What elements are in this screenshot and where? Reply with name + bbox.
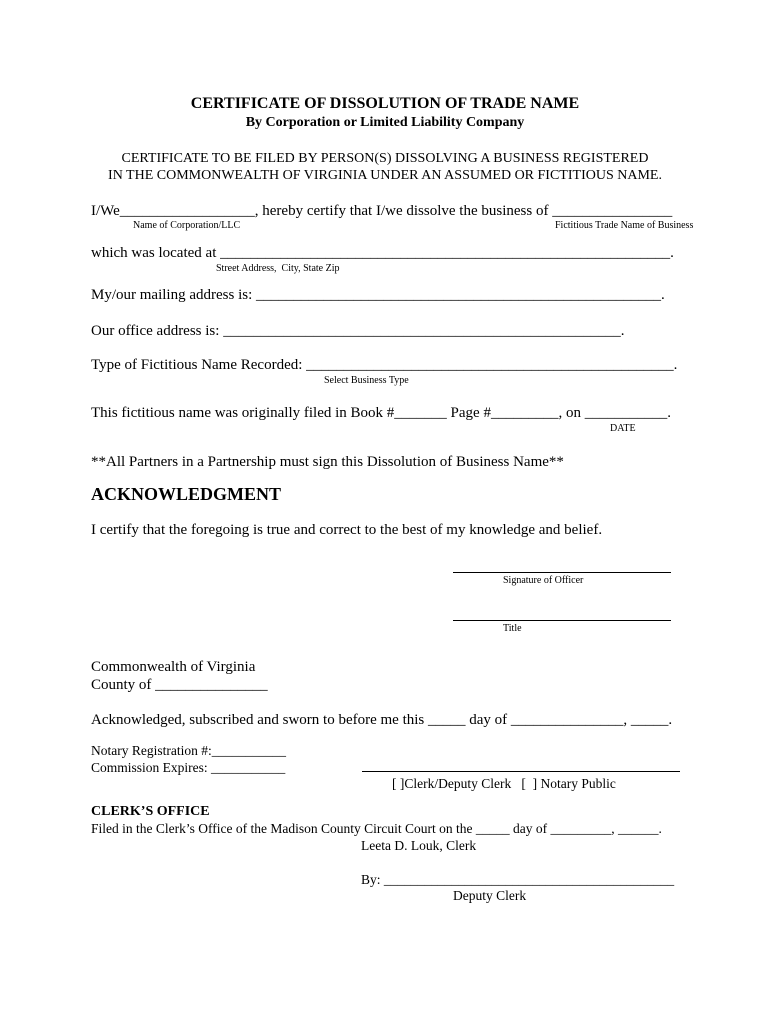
document-subtitle: By Corporation or Limited Liability Company (245, 115, 525, 130)
trade-name-caption: Fictitious Trade Name of Business (555, 220, 694, 231)
commission-expires-line[interactable]: Commission Expires: ___________ (91, 760, 286, 775)
instruction-line-2: IN THE COMMONWEALTH OF VIRGINIA UNDER AN ASSUMED OR FICTITIOUS NAME. (108, 168, 662, 183)
location-line[interactable]: which was located at ____________________________________________________________. (91, 245, 674, 261)
officer-title-caption: Title (503, 623, 522, 634)
partners-note: **All Partners in a Partnership must sign this Dissolution of Business Name** (91, 454, 564, 470)
document-title: CERTIFICATE OF DISSOLUTION OF TRADE NAME (190, 95, 580, 112)
clerk-notary-role-options[interactable]: [ ]Clerk/Deputy Clerk [ ] Notary Public (392, 776, 616, 791)
deputy-clerk-caption: Deputy Clerk (453, 888, 527, 903)
instruction-line-1: CERTIFICATE TO BE FILED BY PERSON(S) DISSOLVING A BUSINESS REGISTERED (121, 151, 649, 166)
office-address-line[interactable]: Our office address is: _____________________________________________________. (91, 323, 625, 339)
original-filing-line[interactable]: This fictitious name was originally filed in Book #_______ Page #_________, on ___________. (91, 405, 671, 421)
deputy-signature-line[interactable]: By: ___________________________________________ (361, 872, 675, 887)
corporation-name-caption: Name of Corporation/LLC (133, 220, 241, 231)
iwe-dissolve-line[interactable]: I/We__________________, hereby certify that I/we dissolve the business of ________________ (91, 203, 673, 219)
business-type-caption: Select Business Type (324, 375, 409, 386)
date-caption: DATE (610, 423, 636, 434)
clerk-filed-line[interactable]: Filed in the Clerk’s Office of the Madison County Circuit Court on the _____ day of _________, ______. (91, 821, 662, 836)
officer-signature-line[interactable] (453, 572, 671, 573)
county-line[interactable]: County of _______________ (91, 677, 268, 693)
acknowledgment-heading: ACKNOWLEDGMENT (91, 484, 282, 504)
notary-registration-line[interactable]: Notary Registration #:___________ (91, 743, 286, 758)
address-caption: Street Address, City, State Zip (216, 263, 340, 274)
commonwealth-label: Commonwealth of Virginia (91, 659, 256, 675)
mailing-address-line[interactable]: My/our mailing address is: ______________________________________________________. (91, 287, 665, 303)
sworn-statement-line[interactable]: Acknowledged, subscribed and sworn to before me this _____ day of _______________, _____. (91, 712, 673, 728)
clerks-office-heading: CLERK’S OFFICE (91, 804, 210, 819)
notary-signature-line[interactable] (362, 771, 680, 772)
officer-title-line[interactable] (453, 620, 671, 621)
officer-signature-caption: Signature of Officer (503, 575, 584, 586)
acknowledgment-statement: I certify that the foregoing is true and correct to the best of my knowledge and belief. (91, 522, 603, 538)
fictitious-type-line[interactable]: Type of Fictitious Name Recorded: _________________________________________________. (91, 357, 678, 373)
clerk-name: Leeta D. Louk, Clerk (361, 838, 477, 853)
